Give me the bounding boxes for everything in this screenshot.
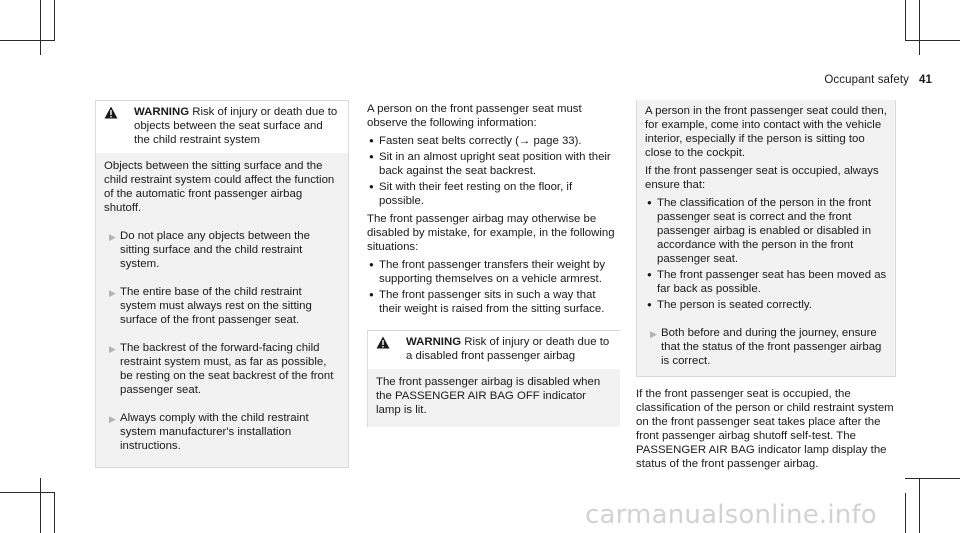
paragraph: If the front passenger seat is occupied, the classification of the person or child restraint system on the front passenger seat takes place after the front passenger airbag shutoff self-test. The PASSENGER AIR BAG indicator lamp display the status of the front passenger airbag.: [636, 388, 894, 470]
bullet-list: [367, 258, 620, 316]
warning-box: [95, 100, 349, 468]
crop-mark: [54, 0, 55, 40]
crop-mark: [0, 40, 55, 41]
paragraph: A person on the front passenger seat must observe the following information:: [367, 103, 582, 129]
warning-continuation: [636, 100, 896, 377]
list-item: ● The front passenger transfers their weight by supporting themselves on a vehicle armrest.: [367, 258, 620, 286]
warning-label: WARNING: [406, 336, 462, 348]
step-arrow-icon: ▶: [109, 344, 116, 354]
step-text: The entire base of the child restraint system must always rest on the sitting surface of the front passenger seat.: [120, 286, 312, 326]
crop-mark: [40, 0, 41, 55]
step-arrow-icon: ▶: [650, 329, 657, 339]
crop-mark: [0, 492, 55, 493]
step-text: The backrest of the forward-facing child restraint system must, as far as possible, be resting on the seat backrest of the front passenger seat.: [120, 342, 334, 396]
page-number: 41: [919, 74, 932, 86]
section-title: Occupant safety: [824, 74, 909, 86]
paragraph: If the front passenger seat is occupied, always ensure that:: [645, 165, 879, 191]
list-item: ● Sit with their feet resting on the floor, if possible.: [367, 180, 620, 208]
crop-mark: [905, 493, 906, 533]
list-item: ● Fasten seat belts correctly (→ page 33).: [367, 134, 620, 148]
bullet-list: [645, 196, 887, 312]
list-item: ● The person is seated correctly.: [645, 298, 887, 312]
warning-title: [134, 105, 340, 147]
crop-mark: [919, 0, 920, 55]
instruction-step: [104, 229, 340, 271]
warning-title: [406, 335, 612, 363]
crop-mark: [54, 493, 55, 533]
warning-label: WARNING: [134, 106, 190, 118]
instruction-step: [104, 341, 340, 397]
instruction-step: [645, 326, 887, 368]
step-arrow-icon: ▶: [109, 414, 116, 424]
warning-title-text: Risk of injury or death due to objects between the seat surface and the child restraint system: [134, 106, 338, 146]
step-arrow-icon: ▶: [109, 232, 116, 242]
instruction-step: [104, 411, 340, 453]
paragraph: The front passenger airbag may otherwise be disabled by mistake, for example, in the following situations:: [367, 213, 615, 253]
instruction-step: [104, 285, 340, 327]
paragraph: A person in the front passenger seat could then, for example, come into contact with the vehicle interior, especially if the person is sitting too close to the cockpit.: [645, 105, 887, 159]
warning-triangle-icon: [104, 105, 134, 147]
list-item: ● The front passenger sits in such a way that their weight is raised from the sitting surface.: [367, 288, 620, 316]
crop-mark: [905, 0, 906, 40]
list-item: ● The classification of the person in the front passenger seat is correct and the front passenger airbag is enabled or disabled in accordance with the person in the front passenger seat.: [645, 196, 887, 266]
crop-mark: [905, 40, 960, 41]
warning-body: [96, 153, 348, 467]
step-text: Both before and during the journey, ensure that the status of the front passenger airbag is correct.: [661, 327, 882, 367]
warning-triangle-icon: [376, 335, 406, 363]
list-item: ● The front passenger seat has been moved as far back as possible.: [645, 268, 887, 296]
column-2: [367, 102, 620, 427]
watermark: carmanualsonline.info: [585, 500, 877, 530]
crop-mark: [905, 478, 960, 479]
step-arrow-icon: ▶: [109, 288, 116, 298]
warning-body: [368, 369, 620, 427]
crop-mark: [919, 478, 920, 533]
column-1: [95, 100, 349, 468]
warning-title-text: Risk of injury or death due to a disabled front passenger airbag: [406, 336, 610, 362]
crop-mark: [40, 478, 41, 533]
warning-box: [367, 330, 620, 427]
warning-header: [96, 101, 348, 153]
step-text: Do not place any objects between the sitting surface and the child restraint system.: [120, 230, 310, 270]
bullet-list: [367, 134, 620, 208]
step-text: Always comply with the child restraint system manufacturer's installation instructions.: [120, 412, 309, 452]
warning-header: [368, 331, 620, 369]
warning-intro: Objects between the sitting surface and the child restraint system could affect the function of the automatic front passenger airbag shutoff.: [104, 160, 335, 214]
page-header: [824, 73, 932, 87]
warning-text: The front passenger airbag is disabled when the PASSENGER AIR BAG OFF indicator lamp is lit.: [376, 376, 601, 416]
column-3: [636, 100, 896, 475]
list-item: ● Sit in an almost upright seat position with their back against the seat backrest.: [367, 150, 620, 178]
